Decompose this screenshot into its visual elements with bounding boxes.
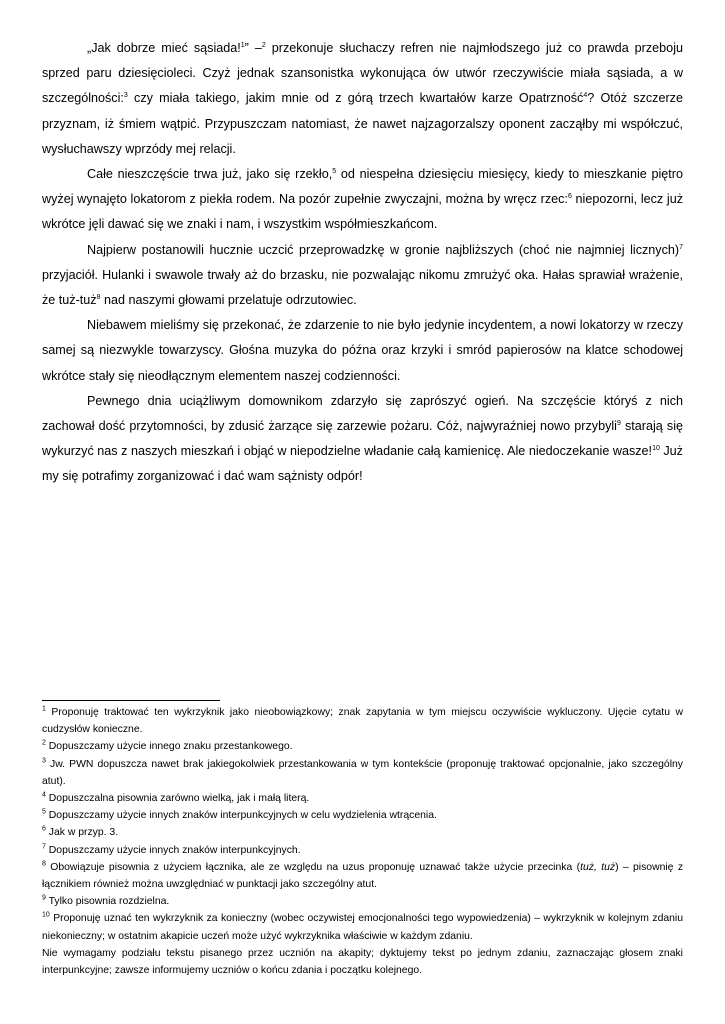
footnote-separator (42, 700, 220, 701)
text-run: czy miała takiego, jakim mnie od z górą trzech kwartałów karze Opatrzność (127, 91, 584, 106)
text-run: Obowiązuje pisownia z użyciem łącznika, ale ze względu na uzus proponuję uznawać także użycie przecinka ( (45, 861, 581, 873)
footnote-ref: 9 (42, 894, 46, 902)
footnote-ref: 10 (42, 911, 50, 919)
footnote-ref: 5 (332, 167, 337, 175)
text-run: Pewnego dnia uciążliwym domownikom zdarzyło się zaprószyć ogień. Na szczęście któryś z nich zachował dość przytomności, by zdusić żarzące się zarzewie pożaru. Cóż, najwyraźniej nowo przybyli (42, 393, 683, 434)
paragraph (42, 389, 683, 490)
text-run: nad naszymi głowami przelatuje odrzutowiec. (100, 293, 357, 308)
text-run: Najpierw postanowili hucznie uczcić przeprowadzkę w gronie najbliższych (choć nie najmniej licznych) (87, 242, 680, 257)
text-run: Tylko pisownia rozdzielna. (45, 896, 170, 908)
text-run: ) – pisownię z łącznikiem również można uwzględniać w punktacji jako szczególny atut. (42, 861, 684, 891)
footnote-ref: 8 (96, 293, 101, 301)
footnotes (42, 704, 683, 979)
text-run: od niespełna dziesięciu miesięcy, kiedy to mieszkanie piętro wyżej wynajęto lokatorom z piekła rodem. Na pozór zupełnie zwyczajni, można by wręcz rzec: (42, 167, 683, 207)
footnote (42, 738, 683, 755)
document-body (42, 36, 683, 490)
text-run: niepozorni, lecz już wkrótce jęli dawać się we znaki i nam, i wszystkim współmieszkańcom. (42, 192, 683, 232)
text-run: Już my się potrafimy zorganizować i dać wam sążnisty odpór! (42, 444, 683, 484)
text-run: przyjaciół. Hulanki i swawole trwały aż do brzasku, nie pozwalając nikomu zmrużyć oka. Hałas sprawiał wrażenie, że tuż-tuż (42, 267, 683, 308)
footnote-ref: 4 (583, 92, 588, 100)
footnote (42, 859, 683, 893)
footnote (42, 842, 683, 859)
text-run: starają się wykurzyć nas z naszych mieszkań i objąć w niepodzielne władanie całą kamienicę. Ale niedoczekanie wasze! (42, 419, 683, 459)
footnote-ref: 4 (42, 791, 46, 799)
footnote (42, 945, 683, 979)
footnote-ref: 2 (261, 41, 266, 49)
italic-text: tuż, tuż (580, 861, 616, 873)
text-run: Jak w przyp. 3. (45, 827, 119, 839)
footnote (42, 824, 683, 841)
footnote (42, 910, 683, 944)
footnote-ref: 5 (42, 808, 46, 816)
footnote (42, 790, 683, 807)
text-run: Dopuszczamy użycie innych znaków interpunkcyjnych w celu wydzielenia wtrącenia. (45, 810, 437, 822)
footnote-ref: 6 (42, 825, 46, 833)
paragraph (42, 162, 683, 238)
paragraph (42, 313, 683, 389)
text-run: Dopuszczamy użycie innych znaków interpunkcyjnych. (45, 844, 301, 856)
footnote-ref: 6 (567, 193, 572, 201)
text-run: Niebawem mieliśmy się przekonać, że zdarzenie to nie było jedynie incydentem, a nowi lokatorzy w rzeczy samej są niezwykle towarzyscy. Głośna muzyka do późna oraz krzyki i smród papierosów na klatce schodowej wkrótce stały się nieodłącznym elementem naszej codzienności. (42, 318, 683, 383)
text-run: ? Otóż szczerze przyznam, iż śmiem wątpić. Przypuszczam natomiast, że nawet najzagorzalszy oponent zacząłby mi współczuć, wysłuchawszy wprzódy mej relacji. (42, 91, 683, 156)
footnote (42, 807, 683, 824)
text-run: „Jak dobrze mieć sąsiada! (87, 41, 241, 55)
text-run: Proponuję traktować ten wykrzyknik jako nieobowiązkowy; znak zapytania w tym miejscu oczywiście wykluczony. Ujęcie cytatu w cudzysłów konieczne. (42, 707, 683, 736)
footnote (42, 756, 683, 790)
text-run: przekonuje słuchaczy refren nie najmłodszego już co prawda przeboju sprzed paru dziesięcioleci. Czyż jednak szansonistka wykonująca ów utwór rzeczywiście miała sąsiada, a w szczególności: (42, 41, 683, 106)
paragraph (42, 238, 683, 314)
text-run: Całe nieszczęście trwa już, jako się rzekło, (87, 167, 333, 182)
text-run: ” – (244, 41, 262, 55)
text-run: Proponuję uznać ten wykrzyknik za konieczny (wobec oczywistej emocjonalności tego wypowiedzenia) – wykrzyknik w kolejnym zdaniu niekonieczny; w ostatnim akapicie uczeń może użyć wykrzyknika właściwie w każdym zdaniu. (42, 913, 683, 942)
footnote-ref: 1 (240, 41, 245, 49)
text-run: Jw. PWN dopuszcza nawet brak jakiegokolwiek przestankowania w tym kontekście (proponuję traktować opcjonalnie, jako szczególny atut). (42, 758, 683, 787)
footnote-ref: 2 (42, 739, 46, 747)
footnote (42, 893, 683, 910)
footnote-ref: 3 (42, 757, 46, 765)
text-run: Dopuszczamy użycie innego znaku przestankowego. (45, 741, 293, 753)
footnote-ref: 9 (616, 419, 621, 427)
footnote-ref: 1 (42, 705, 46, 713)
text-run: Nie wymagamy podziału tekstu pisanego przez ucznión na akapity; dyktujemy tekst po jednym zdaniu, zaznaczając głosem znaki interpunkcyjne; zawsze informujemy uczniów o końcu zdania i początku kolejnego. (42, 947, 683, 977)
paragraph (42, 36, 683, 162)
footnote-ref: 10 (652, 445, 660, 453)
text-run: Dopuszczalna pisownia zarówno wielką, jak i małą literą. (45, 793, 310, 805)
footnote-ref: 3 (123, 92, 128, 100)
footnote-ref: 8 (42, 860, 46, 868)
footnote-ref: 7 (42, 843, 46, 851)
footnote-ref: 7 (679, 243, 683, 251)
footnote (42, 704, 683, 738)
